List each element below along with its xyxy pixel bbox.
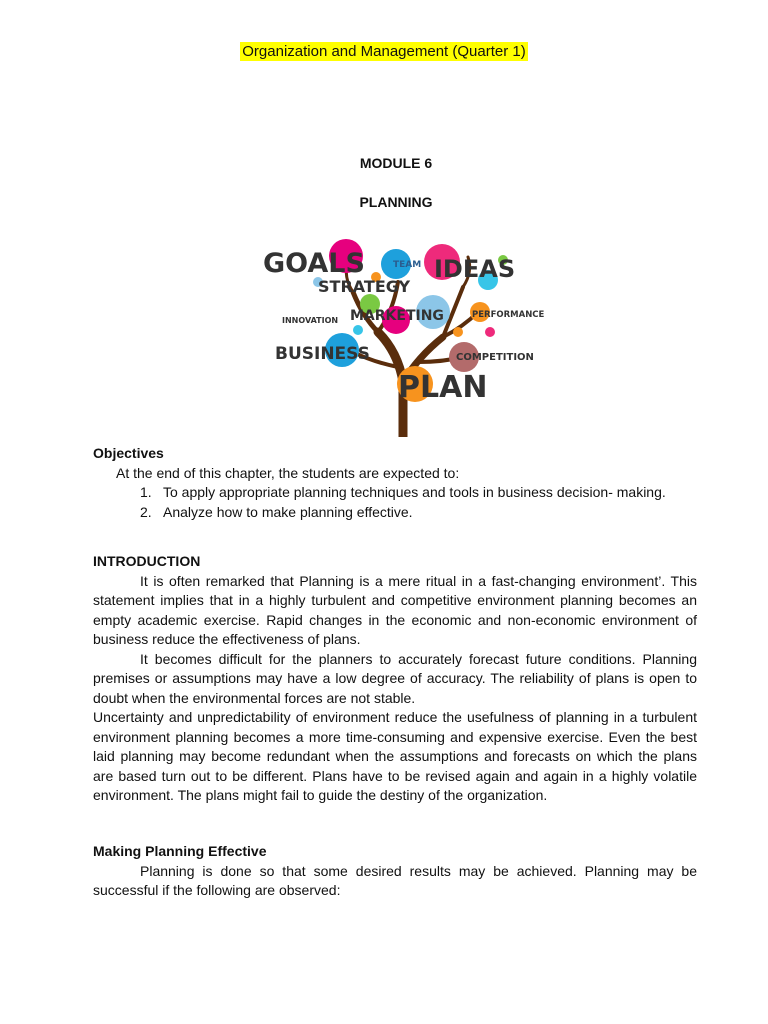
module-number: MODULE 6 [359,155,433,171]
objectives-list [93,483,697,522]
introduction-paragraph: It is often remarked that Planning is a mere ritual in a fast-changing environment’. This statement implies that in a highly turbulent and competitive environment planning becomes an empty academic exercise. Rapid changes in the economic and non-economic environment of business reduce the effectiveness of plans. [93,572,697,647]
objective-text: Analyze how to make planning effective. [163,503,413,520]
introduction-section [93,552,697,806]
word-plan: PLAN [398,370,488,405]
word-strategy: STRATEGY [318,277,411,296]
making-planning-effective-heading: Making Planning Effective [93,843,267,859]
word-innovation: INNOVATION [282,316,339,325]
objectives-intro: At the end of this chapter, the students are expected to: [116,464,460,481]
word-team: TEAM [393,260,422,270]
planning-tree-illustration [258,232,548,437]
objective-item [93,503,697,523]
objective-text: To apply appropriate planning techniques and tools in business decision- making. [163,484,666,500]
introduction-paragraph: It becomes difficult for the planners to accurately forecast future conditions. Planning premises or assumptions may have a low degree of accuracy. The reliability of plans is open to doubt when the environmental forces are not stable. [93,650,697,706]
word-ideas: IDEAS [434,255,516,283]
module-topic: PLANNING [359,194,433,210]
word-performance: PERFORMANCE [472,310,545,320]
objectives-heading: Objectives [93,445,164,461]
introduction-paragraph: Uncertainty and unpredictability of environment reduce the usefulness of planning in a turbulent environment planning becomes a more time-consuming and expensive exercise. Even the best laid planning may become redundant when the assumptions and forecasts on which the plans are based turn out to be different. Plans have to be revised again and again in a highly volatile environment. The plans might fail to guide the destiny of the organization. [93,709,697,803]
word-goals: GOALS [263,248,365,279]
making-planning-effective-section [93,842,697,901]
word-competition: COMPETITION [456,352,534,363]
introduction-heading: INTRODUCTION [93,553,201,569]
word-marketing: MARKETING [350,308,444,324]
word-business: BUSINESS [275,344,370,364]
course-title [0,43,768,60]
objective-number: 2. [140,503,152,520]
objective-number: 1. [140,484,152,500]
making-planning-effective-paragraph: Planning is done so that some desired results may be achieved. Planning may be successful if the following are observed: [93,862,697,898]
objectives-section [93,444,697,522]
course-title-highlight: Organization and Management (Quarter 1) [242,43,526,60]
objective-item [93,483,697,503]
